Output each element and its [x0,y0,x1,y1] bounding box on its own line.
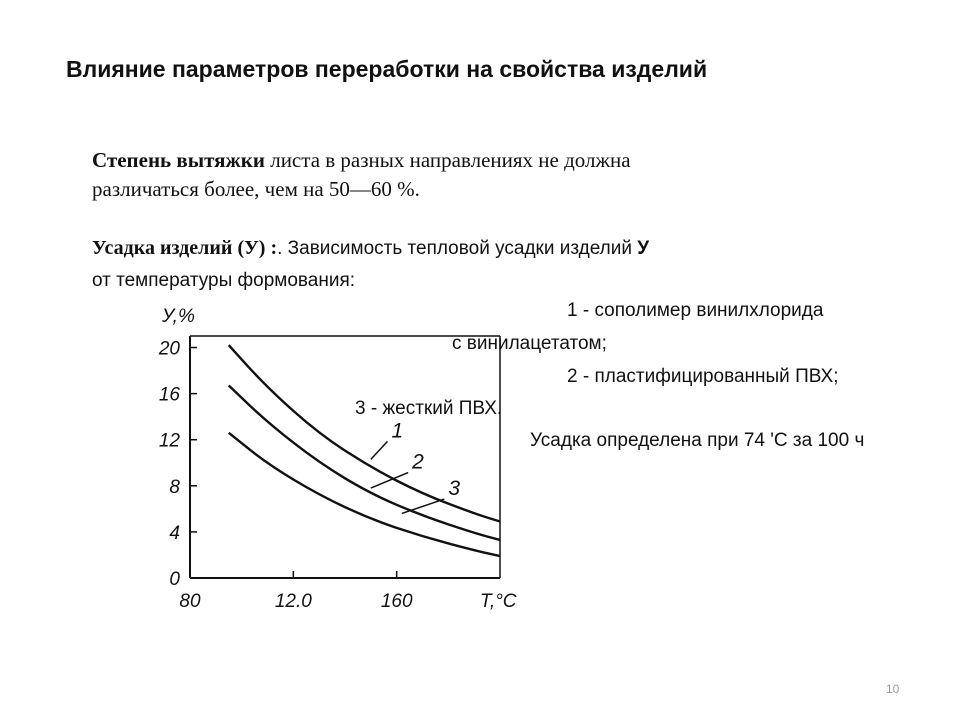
shrinkage-text-line2: от температуры формования: [92,270,356,291]
legend-note: Усадка определена при 74 'С за 100 ч [530,430,865,451]
stretch-term: Степень вытяжки [92,148,265,172]
stretch-paragraph [92,146,892,204]
x-tick-label-120: 12.0 [274,591,312,612]
x-axis-label: Т,°С [480,591,517,612]
y-tick-label-8: 8 [169,476,180,498]
stretch-text: листа в разных направлениях не должна [264,148,631,172]
shrinkage-term: Усадка изделий (У) : [92,237,278,259]
shrinkage-symbol: У [637,238,650,259]
legend-line-4: 3 - жесткий ПВХ. [355,398,503,419]
series-label-3: 3 [448,477,461,501]
series-label-2: 2 [412,450,424,474]
series-leader-3 [402,499,445,513]
slide-title: Влияние параметров переработки на свойства изделий [66,56,708,82]
shrinkage-paragraph [92,232,892,297]
legend-line-1: 1 - сополимер винилхлорида [567,300,824,321]
legend-line-2: с винилацетатом; [452,333,607,354]
series-leader-1 [371,441,388,459]
y-tick-label-12: 12 [158,430,180,452]
series-leader-2 [371,473,408,489]
y-tick-label-16: 16 [158,384,180,406]
x-tick-label-80: 80 [179,591,201,612]
page-number: 10 [886,682,900,696]
stretch-text-line2: различаться более, чем на 50—60 %. [92,177,420,201]
y-tick-label-20: 20 [158,338,180,360]
legend-line-3: 2 - пластифицированный ПВХ; [567,366,839,387]
series-label-1: 1 [391,419,404,443]
x-tick-label-160: 160 [380,591,413,612]
y-tick-label-0: 0 [169,569,180,590]
y-tick-label-4: 4 [169,522,180,544]
shrinkage-text: . Зависимость тепловой усадки изделий [277,238,638,259]
y-axis-label: У,% [162,306,195,327]
